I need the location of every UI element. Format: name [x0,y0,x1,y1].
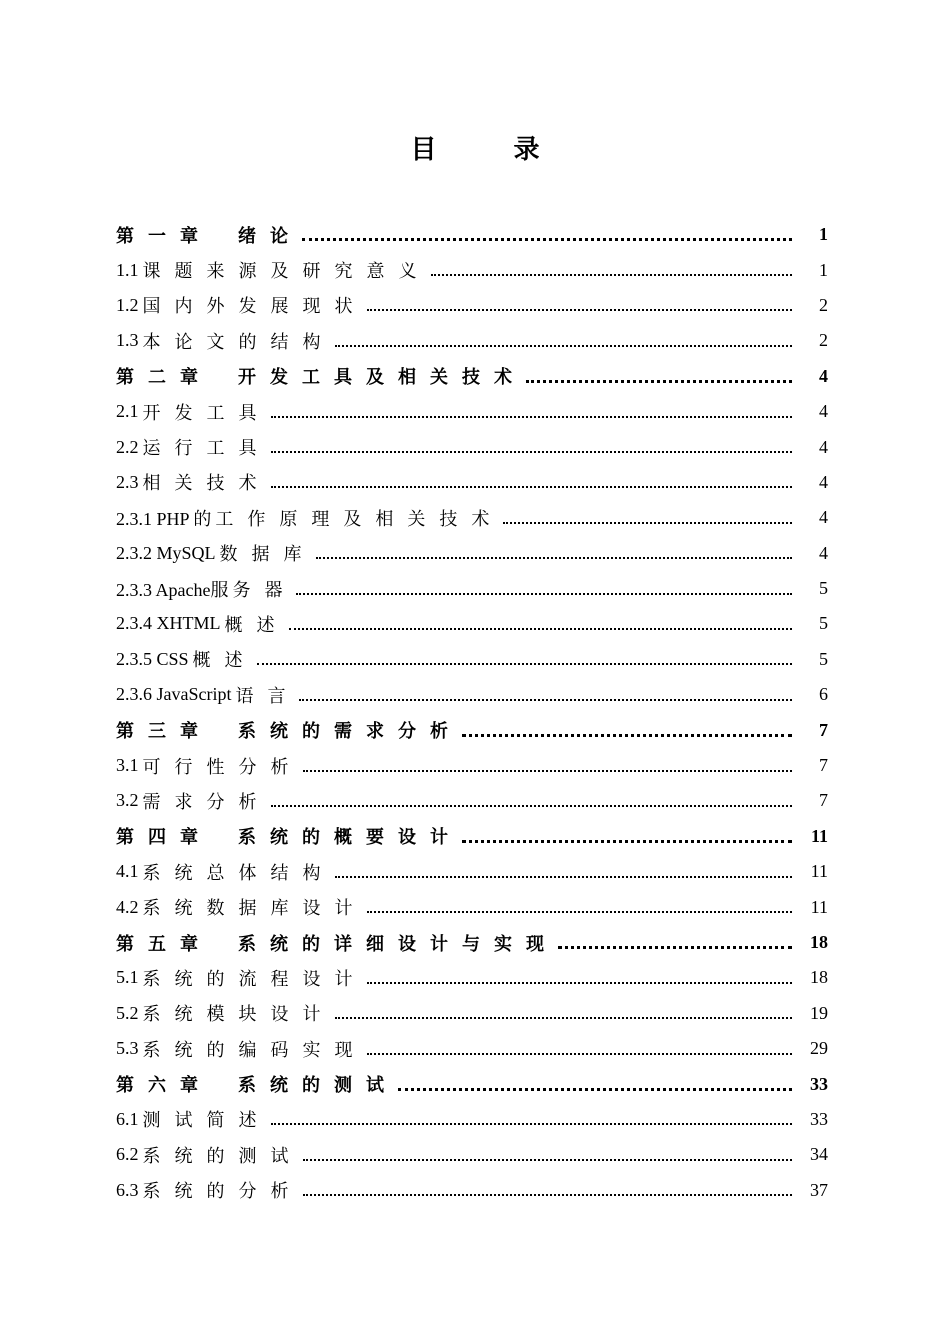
toc-section-entry[interactable] [116,1102,828,1137]
toc-entry-title: 系统的测试 [142,1145,303,1166]
toc-page-number: 18 [810,932,828,952]
toc-section-entry[interactable] [116,465,828,500]
toc-section-entry[interactable] [116,536,828,571]
toc-dot-leader [367,982,793,984]
toc-page-number: 4 [819,542,828,563]
toc-dot-leader [257,663,792,665]
toc-section-entry[interactable] [116,606,828,641]
table-of-contents [116,217,828,1208]
toc-entry-title: 系统的分析 [142,1181,303,1202]
toc-chapter-entry[interactable] [116,1066,828,1101]
toc-section-number: 4.1 [116,861,139,882]
toc-chapter-entry[interactable] [116,217,828,252]
toc-entry-title: 系统的详细设计与实现 [238,933,558,954]
toc-dot-leader [296,593,792,595]
toc-entry-title: 本论文的结构 [142,331,335,352]
toc-entry-title: 相关技术 [142,473,271,494]
toc-section-number: 1.2 [116,294,139,315]
toc-page-number: 4 [819,507,828,528]
toc-dot-leader [558,946,792,949]
toc-section-entry[interactable] [116,677,828,712]
toc-section-entry[interactable] [116,323,828,358]
toc-page-number: 2 [819,294,828,315]
toc-section-number: 2.3 [116,471,139,492]
toc-dot-leader [302,238,792,241]
toc-page-number: 33 [810,1108,828,1129]
toc-dot-leader [303,1194,793,1196]
toc-dot-leader [289,628,793,630]
toc-chapter-label: 第六章 [116,1075,212,1096]
toc-page-number: 4 [819,365,828,386]
toc-dot-leader [431,274,793,276]
toc-section-entry[interactable] [116,394,828,429]
toc-dot-leader [367,1053,793,1055]
toc-page-number: 11 [810,896,828,917]
toc-entry-title: 课题来源及研究意义 [142,261,431,282]
toc-chapter-label: 第三章 [116,721,212,742]
toc-chapter-entry[interactable] [116,712,828,747]
toc-entry-title: 国内外发展现状 [142,296,367,317]
toc-section-entry[interactable] [116,960,828,995]
toc-entry-title: 工作原理及相关技术 [215,508,504,529]
toc-dot-leader [367,309,793,311]
toc-entry-title: 概述 [224,614,289,635]
toc-entry-title: 概述 [192,650,257,671]
toc-section-number: 2.3.2 MySQL [116,542,216,563]
toc-section-entry[interactable] [116,429,828,464]
toc-section-entry[interactable] [116,1137,828,1172]
toc-page-number: 11 [810,825,828,846]
toc-entry-title: 系统的需求分析 [238,721,462,742]
toc-page-number: 34 [810,1144,828,1165]
toc-entry-title: 开发工具 [142,402,271,423]
toc-page-number: 19 [810,1002,828,1023]
toc-dot-leader [316,557,792,559]
toc-page-number: 2 [819,330,828,351]
toc-entry-title: 语言 [235,685,300,706]
toc-section-entry[interactable] [116,288,828,323]
toc-page-number: 5 [819,648,828,669]
page-title: 目 录 [410,135,574,165]
toc-entry-title: 需求分析 [142,791,271,812]
toc-section-number: 3.2 [116,790,139,811]
toc-page-number: 6 [819,684,828,705]
toc-section-number: 4.2 [116,896,139,917]
toc-entry-title: 系统的概要设计 [238,827,462,848]
toc-dot-leader [271,416,793,418]
toc-chapter-label: 第四章 [116,827,212,848]
toc-chapter-label: 第二章 [116,367,212,388]
toc-page-number: 33 [810,1073,828,1094]
toc-section-entry[interactable] [116,783,828,818]
toc-section-number: 6.1 [116,1108,139,1129]
toc-section-number: 2.1 [116,401,139,422]
toc-dot-leader [335,345,793,347]
toc-section-entry[interactable] [116,996,828,1031]
toc-section-number: 2.3.5 CSS [116,648,189,669]
toc-page-number: 11 [810,861,828,882]
toc-section-number: 5.2 [116,1002,139,1023]
toc-chapter-entry[interactable] [116,925,828,960]
toc-dot-leader [303,770,793,772]
toc-section-number: 2.3.1 PHP 的 [116,508,212,529]
toc-section-number: 5.1 [116,967,139,988]
toc-page-number: 5 [819,613,828,634]
toc-chapter-label: 第五章 [116,933,212,954]
toc-section-number: 2.2 [116,436,139,457]
toc-entry-title: 系统的测试 [238,1075,398,1096]
toc-chapter-entry[interactable] [116,359,828,394]
toc-dot-leader [462,840,792,843]
toc-entry-title: 系统模块设计 [142,1004,335,1025]
toc-page-number: 4 [819,401,828,422]
toc-page-number: 7 [819,790,828,811]
toc-chapter-label: 第一章 [116,225,212,246]
toc-entry-title: 系统总体结构 [142,862,335,883]
toc-dot-leader [367,911,793,913]
toc-section-entry[interactable] [116,748,828,783]
toc-page-number: 37 [810,1179,828,1200]
toc-section-entry[interactable] [116,500,828,535]
toc-dot-leader [271,1123,793,1125]
toc-page-number: 1 [819,259,828,280]
toc-dot-leader [303,1159,793,1161]
toc-page-number: 29 [810,1038,828,1059]
toc-page-number: 4 [819,471,828,492]
toc-section-entry[interactable] [116,1173,828,1208]
toc-section-number: 1.1 [116,259,139,280]
toc-section-number: 2.3.4 XHTML [116,613,221,634]
toc-section-number: 2.3.3 Apache服 [116,579,229,600]
toc-page-number: 7 [819,719,828,740]
toc-entry-title: 测试简述 [142,1110,271,1131]
toc-entry-title: 运行工具 [142,438,271,459]
toc-section-number: 2.3.6 JavaScript [116,684,232,705]
toc-section-entry[interactable] [116,889,828,924]
toc-page-number: 18 [810,967,828,988]
toc-dot-leader [503,522,792,524]
toc-chapter-entry[interactable] [116,819,828,854]
toc-section-number: 1.3 [116,330,139,351]
toc-page-number: 5 [819,578,828,599]
toc-section-number: 6.2 [116,1144,139,1165]
toc-section-number: 3.1 [116,755,139,776]
toc-section-number: 6.3 [116,1179,139,1200]
toc-dot-leader [462,734,792,737]
toc-section-entry[interactable] [116,642,828,677]
toc-entry-title: 绪论 [238,225,302,246]
toc-entry-title: 系统的编码实现 [142,1039,367,1060]
toc-entry-title: 数据库 [219,544,316,565]
toc-section-entry[interactable] [116,854,828,889]
toc-dot-leader [335,1017,793,1019]
toc-section-entry[interactable] [116,571,828,606]
toc-dot-leader [271,486,793,488]
toc-entry-title: 可行性分析 [142,756,303,777]
toc-entry-title: 系统的流程设计 [142,968,367,989]
toc-entry-title: 开发工具及相关技术 [238,367,526,388]
toc-entry-title: 务器 [232,579,297,600]
toc-dot-leader [526,380,792,383]
toc-dot-leader [335,876,793,878]
toc-page-number: 7 [819,755,828,776]
toc-section-entry[interactable] [116,252,828,287]
toc-page-number: 4 [819,436,828,457]
toc-page-number: 1 [819,224,828,245]
toc-dot-leader [398,1088,792,1091]
toc-section-number: 5.3 [116,1038,139,1059]
toc-dot-leader [299,699,792,701]
toc-dot-leader [271,451,793,453]
toc-entry-title: 系统数据库设计 [142,898,367,919]
toc-section-entry[interactable] [116,1031,828,1066]
toc-dot-leader [271,805,793,807]
